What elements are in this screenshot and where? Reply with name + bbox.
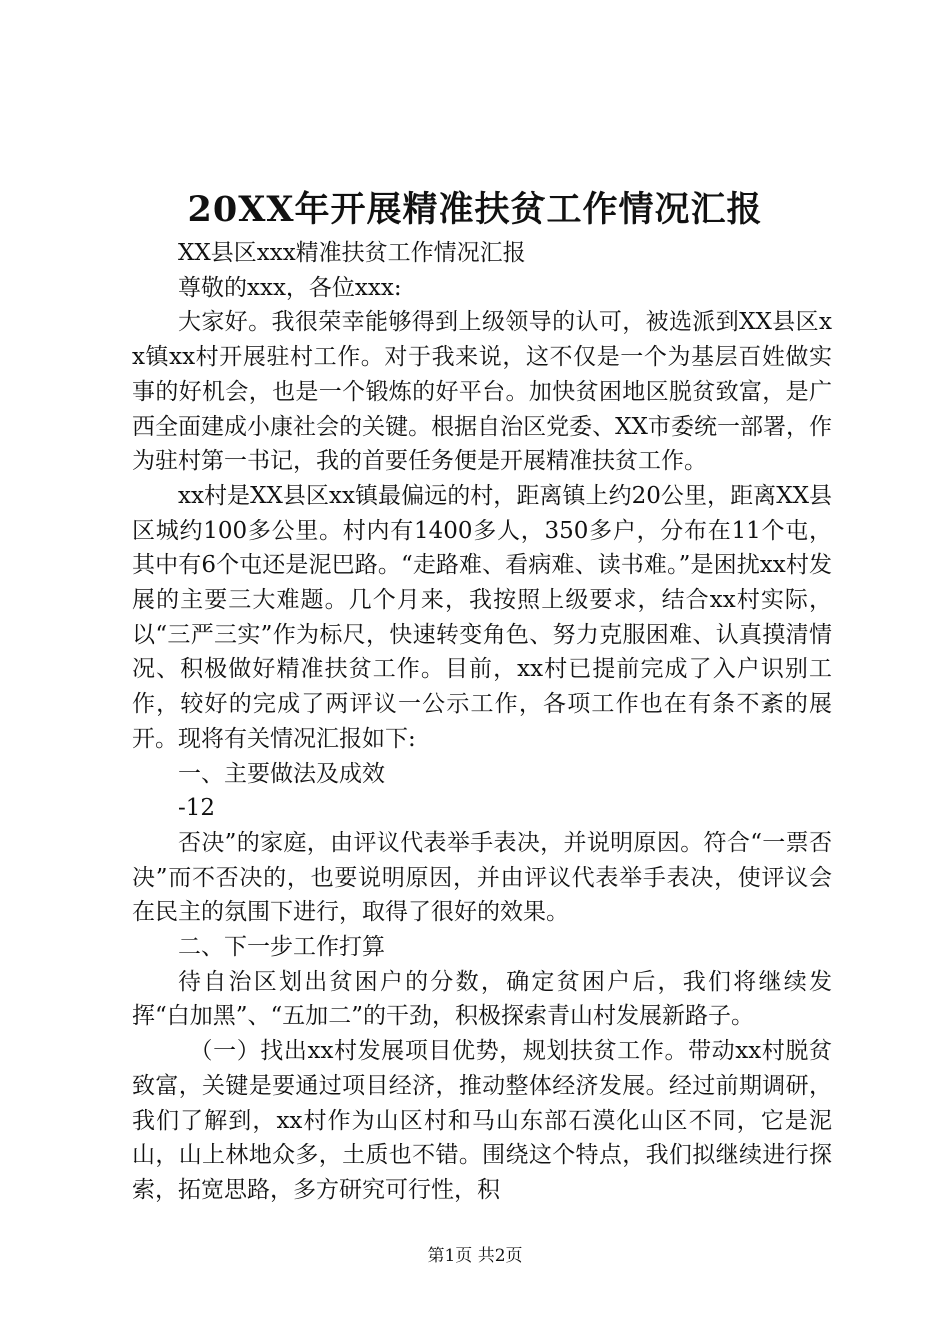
village-overview-paragraph: xx村是XX县区xx镇最偏远的村，距离镇上约20公里，距离XX县区城约100多公里。村内有1400多人，350多户，分布在11个屯，其中有6个屯还是泥巴路。“走路难、看病难、读书难。”是困扰xx村发展的主要三大难题。几个月来，我按照上级要求，结合xx村实际，以“三严三实”作为标尺，快速转变角色、努力克服困难、认真摸清情况、积极做好精准扶贫工作。目前，xx村已提前完成了入户识别工作，较好的完成了两评议一公示工作，各项工作也在有条不紊的展开。现将有关情况汇报如下:: [132, 482, 832, 752]
section-heading-2: 二、下一步工作打算: [178, 934, 385, 961]
project-advantage-paragraph: （一）找出xx村发展项目优势，规划扶贫工作。带动xx村脱贫致富，关键是要通过项目经济，推动整体经济发展。经过前期调研，我们了解到，xx村作为山区村和马山东部石漠化山区不同，它是泥山，山上林地众多，土质也不错。围绕这个特点，我们拟继续进行探索，拓宽思路，多方研究可行性，积: [132, 1038, 832, 1203]
page-fragment-marker: -12: [178, 795, 216, 822]
veto-paragraph: 否决”的家庭，由评议代表举手表决，并说明原因。符合“一票否决”而不否决的，也要说明原因，并由评议代表举手表决，使评议会在民主的氛围下进行，取得了很好的效果。: [132, 829, 832, 926]
salutation: 尊敬的xxx，各位xxx:: [178, 274, 402, 301]
next-steps-paragraph: 待自治区划出贫困户的分数，确定贫困户后，我们将继续发挥“白加黑”、“五加二”的干劲，积极探索青山村发展新路子。: [132, 968, 832, 1030]
intro-paragraph: 大家好。我很荣幸能够得到上级领导的认可，被选派到XX县区xx镇xx村开展驻村工作。对于我来说，这不仅是一个为基层百姓做实事的好机会，也是一个锻炼的好平台。加快贫困地区脱贫致富，是广西全面建成小康社会的关键。根据自治区党委、XX市委统一部署，作为驻村第一书记，我的首要任务便是开展精准扶贫工作。: [132, 309, 832, 475]
page-number-footer: 第1页 共2页: [427, 1246, 523, 1266]
section-heading-1: 一、主要做法及成效: [178, 760, 385, 787]
report-subtitle: XX县区xxx精准扶贫工作情况汇报: [178, 240, 526, 266]
document-body: [132, 236, 832, 1208]
document-title: 20XX年开展精准扶贫工作情况汇报: [187, 189, 763, 230]
